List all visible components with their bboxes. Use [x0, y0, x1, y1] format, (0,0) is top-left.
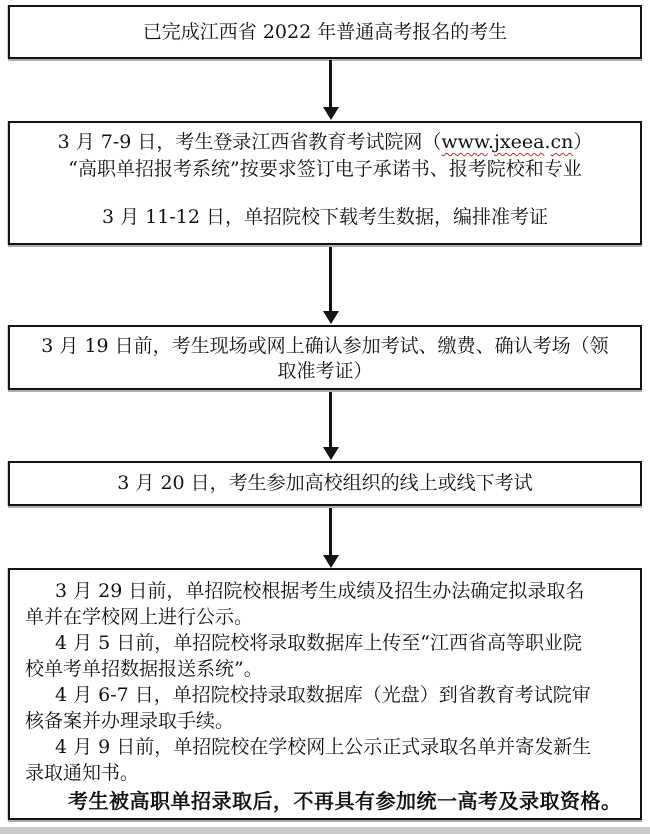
url-dot: .: [544, 131, 551, 153]
flow-step-online-signup: [8, 121, 642, 245]
step2-line1: [10, 129, 640, 156]
bottom-edge-strip: [0, 827, 650, 834]
step5-p4-line1: 4 月 9 日前，单招院校在学校网上公示正式录取名单并寄发新生: [55, 736, 592, 758]
step3-line2: 取准考证）: [277, 360, 373, 382]
arrow-down-icon: [323, 311, 339, 324]
step5-p2-line1: 4 月 5 日前，单招院校将录取数据库上传至“江西省高等职业院: [55, 632, 583, 654]
flow-step-take-exam: [8, 461, 642, 506]
website-url-tld: cn: [550, 131, 574, 153]
step2-line1-prefix: 3 月 7-9 日，考生登录江西省教育考试院网（: [57, 131, 442, 153]
step2-line1-suffix: ）: [573, 131, 593, 153]
step5-p3-line1: 4 月 6-7 日，单招院校持录取数据库（光盘）到省教育考试院审: [55, 684, 591, 706]
arrow-down-icon: [323, 447, 339, 460]
website-url-www: www: [441, 131, 488, 153]
step5-warning-bold: 考生被高职单招录取后，不再具有参加统一高考及录取资格。: [68, 789, 622, 813]
blank-line: [10, 183, 640, 204]
step5-p2-line2: 校单考单招数据报送系统”。: [25, 658, 263, 680]
flow-arrow-2: [329, 247, 332, 312]
step5-p1-line1: 3 月 29 日前，单招院校根据考生成绩及招生办法确定拟录取名: [55, 580, 585, 602]
flow-arrow-1: [329, 60, 332, 108]
step4-text: 3 月 20 日，考生参加高校组织的线上或线下考试: [117, 472, 533, 494]
flow-arrow-4: [329, 508, 332, 556]
step3-line1: 3 月 19 日前，考生现场或网上确认参加考试、缴费、确认考场（领: [41, 335, 609, 357]
flow-step-confirm-exam: [8, 325, 642, 390]
step1-text: 已完成江西省 2022 年普通高考报名的考生: [142, 20, 508, 43]
step5-p4-line2: 录取通知书。: [25, 762, 140, 784]
arrow-down-icon: [323, 555, 339, 568]
url-dot: .: [487, 131, 494, 153]
step5-p1-line2: 单并在学校网上进行公示。: [25, 606, 254, 628]
step5-p3-line2: 核备案并办理录取手续。: [25, 710, 235, 732]
website-url-domain: jxeea: [494, 131, 545, 153]
flow-arrow-3: [329, 392, 332, 448]
flow-step-admission-process: [8, 568, 642, 820]
arrow-down-icon: [323, 107, 339, 120]
step2-line3: 3 月 11-12 日，单招院校下载考生数据，编排准考证: [102, 206, 548, 228]
flow-step-registration-complete: [8, 5, 642, 59]
step2-line2: “高职单招报考系统”按要求签订电子承诺书、报考院校和专业: [68, 158, 582, 180]
